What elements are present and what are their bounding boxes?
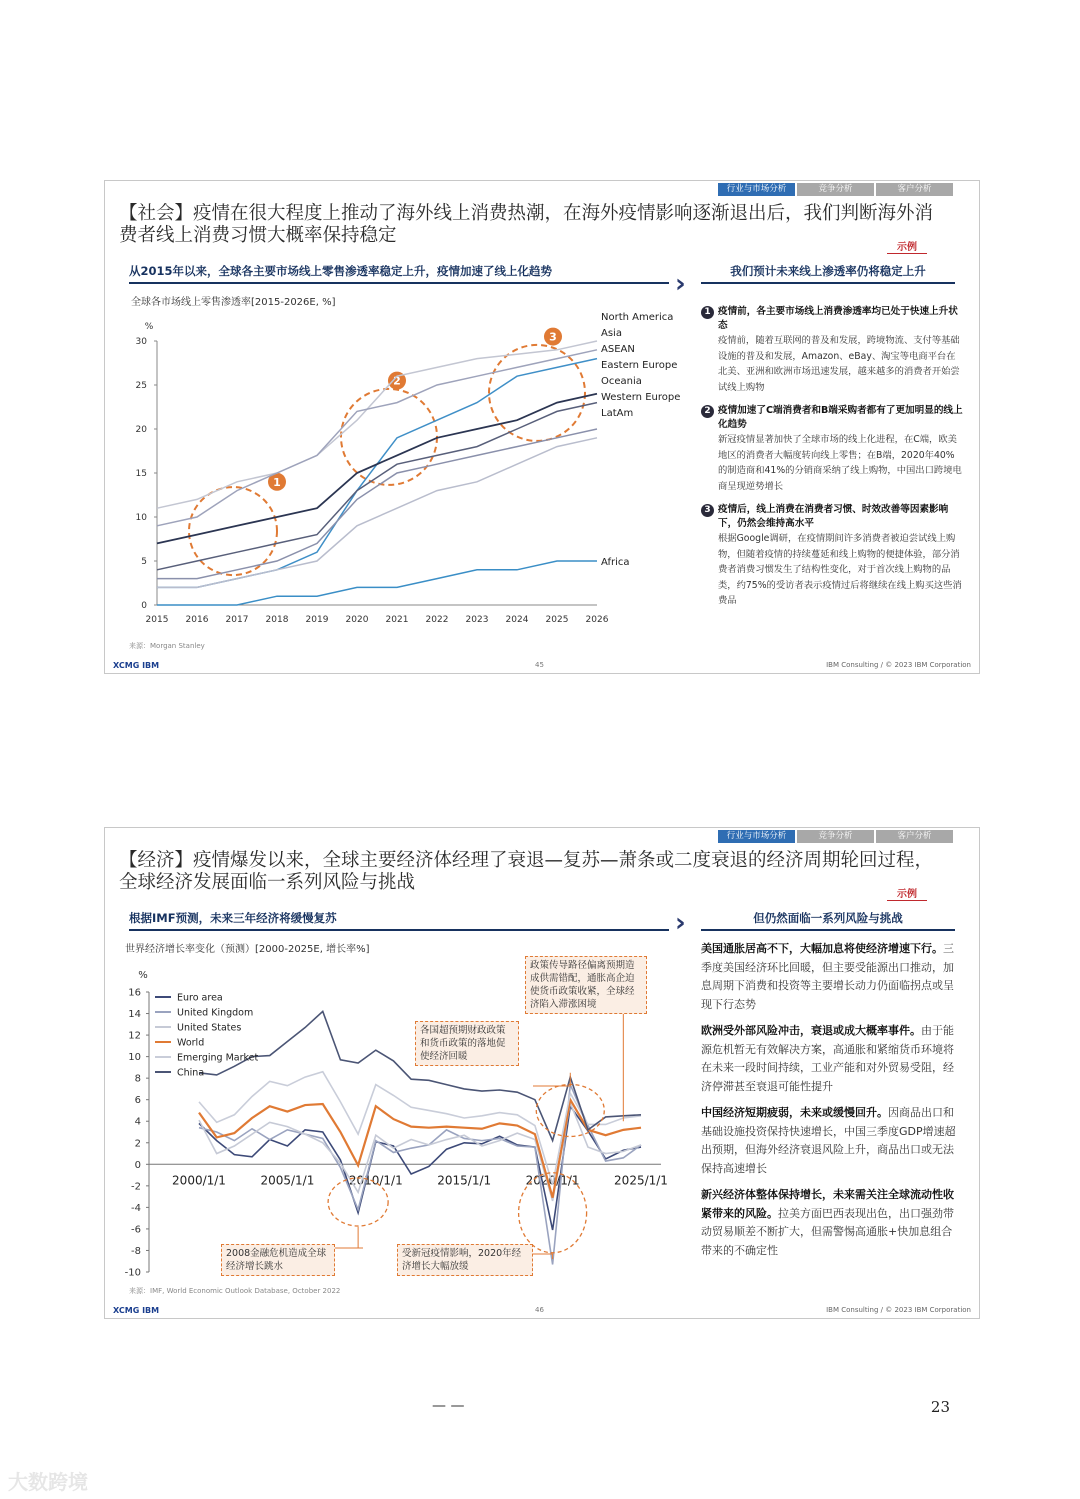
callout-connector [335,1227,363,1248]
slide-tabs [718,183,953,196]
y-tick-label: 0 [141,601,147,611]
series-label: Eastern Europe [601,360,678,371]
y-tick-label: 16 [128,987,141,999]
annotation-badge-label: 1 [273,475,281,489]
annotation-badge-label: 3 [549,330,557,344]
legend-label: Euro area [177,992,223,1004]
point-body: 新冠疫情显著加快了全球市场的线上化进程，在C端，欧美地区的消费者大幅度转向线上零售；在B端，2020年40%的制造商和41%的分销商采纳了线上购物，中国出口跨境电商呈现逆势增长 [718,434,962,492]
callout-stimulus: 各国超预期财政政策和货币政策的落地促使经济回暖 [415,1021,519,1066]
x-tick-label: 2023 [465,615,489,625]
tab-industry-market[interactable]: 行业与市场分析 [718,183,795,196]
point-number-badge: 1 [701,306,714,319]
y-axis-unit: % [144,322,154,332]
point-item [701,305,963,395]
risk-heading: 欧洲受外部风险冲击，衰退或成大概率事件。 [701,1024,921,1037]
point-body: 根据Google调研，在疫情期间许多消费者被迫尝试线上购物，但随着疫情的持续蔓延和线上购物的便捷体验，部分消费者消费习惯发生了结构性变化，对于首次线上购物的品类，约75%的受访者表示疫情过后将继续在线上购买这些消费品 [718,533,962,606]
y-tick-label: 20 [135,425,147,435]
xcmg-ibm-logo: XCMG IBM [113,661,160,670]
risk-item [701,1186,963,1260]
y-tick-label: 6 [134,1095,141,1107]
y-tick-label: 4 [134,1116,141,1128]
y-tick-label: 25 [135,381,147,391]
chevron-right-icon: › [675,908,686,938]
point-heading: 疫情前，各主要市场线上消费渗透率均已处于快速上升状态 [718,306,958,331]
annotation-circle [489,345,585,441]
point-item [701,404,963,494]
chevron-right-icon: › [675,269,686,299]
y-axis-unit: % [138,970,148,981]
x-tick-label: 2021 [385,615,409,625]
left-section-heading: 根据IMF预测，未来三年经济将缓慢复苏 [129,910,669,931]
xcmg-ibm-logo: XCMG IBM [113,1306,160,1315]
x-tick-label: 2025/1/1 [614,1173,668,1188]
right-section-heading: 我们预计未来线上渗透率仍将稳定上升 [701,263,955,284]
y-tick-label: 10 [135,513,147,523]
left-section-heading: 从2015年以来，全球各主要市场线上零售渗透率稳定上升，疫情加速了线上化趋势 [129,263,669,284]
x-tick-label: 2020 [345,615,369,625]
series-line-asia [157,350,597,526]
risk-item [701,1022,963,1096]
slide-title: 【社会】疫情在很大程度上推动了海外线上消费热潮，在海外疫情影响逐渐退出后，我们判断海外消费者线上消费习惯大概率保持稳定 [119,203,934,246]
point-number-badge: 2 [701,405,714,418]
y-tick-label: 0 [134,1159,141,1171]
slide-45 [104,180,980,674]
y-tick-label: -6 [131,1224,141,1236]
series-label: LatAm [601,408,634,419]
annotation-badge-label: 2 [393,374,401,388]
y-tick-label: -2 [131,1181,141,1193]
example-tag: 示例 [887,238,927,254]
risk-item [701,1104,963,1178]
slide-page-number: 46 [535,1306,544,1314]
callout-policy: 政策传导路径偏离预期造成供需错配，通胀高企迫使货币政策收紧，全球经济陷入滞涨困境 [525,956,647,1014]
page-dash: — — [432,1398,465,1414]
series-label: North America [601,312,674,323]
point-number-badge: 3 [701,504,714,517]
x-tick-label: 2026 [585,615,609,625]
watermark: 大数跨境 [8,1470,88,1494]
risk-heading: 美国通胀居高不下，大幅加息将使经济增速下行。 [701,942,943,955]
y-tick-label: 10 [128,1052,141,1064]
callout-connector [533,1073,570,1086]
x-tick-label: 2010/1/1 [348,1173,403,1188]
copyright: IBM Consulting / © 2023 IBM Corporation [826,1306,971,1314]
series-line-latam [157,438,597,588]
tab-competition[interactable]: 竞争分析 [797,830,874,843]
risk-heading: 中国经济短期疲弱，未来或缓慢回升。 [701,1106,888,1119]
risk-list [701,940,963,1268]
slide-46 [104,827,980,1319]
legend-label: China [177,1067,205,1079]
annotation-circle [189,487,277,575]
y-tick-label: 14 [128,1009,141,1021]
series-label: Oceania [601,376,642,387]
chart-subtitle: 全球各市场线上零售渗透率[2015-2026E, %] [131,297,336,308]
risk-heading: 新兴经济体整体保持增长，未来需关注全球流动性收紧带来的风险。 [701,1188,954,1220]
y-tick-label: -4 [131,1202,141,1214]
point-body: 疫情前，随着互联网的普及和发展，跨境物流、支付等基础设施的普及和发展，Amazon、eBay、淘宝等电商平台在北美、亚洲和欧洲市场迅速发展，越来越多的消费者开始尝试线上购物 [718,335,960,393]
x-tick-label: 2000/1/1 [172,1173,226,1188]
y-tick-label: -10 [124,1267,141,1279]
tab-competition[interactable]: 竞争分析 [797,183,874,196]
tab-customer[interactable]: 客户分析 [876,183,953,196]
x-tick-label: 2016 [185,615,209,625]
annotation-circle [341,389,437,485]
x-tick-label: 2025 [545,615,569,625]
page-number: 23 [930,1398,950,1416]
series-line-north-america [157,341,597,508]
source-note: 来源：IMF, World Economic Outlook Database, October 2022 [129,1287,341,1295]
legend-label: United Kingdom [177,1007,254,1019]
legend-label: Emerging Market [177,1052,259,1064]
tab-industry-market[interactable]: 行业与市场分析 [718,830,795,843]
y-tick-label: -8 [131,1245,141,1257]
x-tick-label: 2024 [505,615,529,625]
y-tick-label: 30 [135,337,147,347]
series-label: Western Europe [601,392,681,403]
x-tick-label: 2015 [145,615,169,625]
series-line-asean [157,359,597,588]
x-tick-label: 2022 [425,615,449,625]
series-line-eastern-europe [157,394,597,544]
risk-item [701,940,963,1014]
tab-customer[interactable]: 客户分析 [876,830,953,843]
series-label: Asia [601,328,622,339]
y-tick-label: 8 [134,1073,141,1085]
online-penetration-chart [119,311,689,631]
right-section-heading: 但仍然面临一系列风险与挑战 [701,910,955,931]
y-tick-label: 5 [141,557,147,567]
slide-tabs [718,830,953,843]
series-label: Africa [601,557,630,568]
risk-body: 由于能源危机暂无有效解决方案，高通胀和紧缩货币环境将在未来一段时间持续，工业产能和对外贸易受阻，经济停滞甚至衰退可能性提升 [701,1024,954,1093]
series-line-africa [157,561,597,605]
chart-subtitle: 世界经济增长率变化（预测）[2000-2025E, 增长率%] [125,944,370,955]
point-heading: 疫情后，线上消费在消费者习惯、时效改善等因素影响下，仍然会维持高水平 [718,504,949,529]
callout-crisis: 2008金融危机造成全球经济增长跳水 [221,1244,335,1276]
x-tick-label: 2018 [265,615,289,625]
copyright: IBM Consulting / © 2023 IBM Corporation [826,661,971,669]
y-tick-label: 2 [134,1138,141,1150]
example-tag: 示例 [887,885,927,901]
x-tick-label: 2019 [305,615,329,625]
risk-body: 三季度美国经济环比回暖，但主要受能源出口推动，加息周期下消费和投资等主要增长动力仍面临拐点或呈现下行态势 [701,942,954,1011]
x-tick-label: 2020/1/1 [525,1173,580,1188]
x-tick-label: 2015/1/1 [437,1173,492,1188]
source-note: 来源：Morgan Stanley [129,642,205,650]
point-heading: 疫情加速了C端消费者和B端采购者都有了更加明显的线上化趋势 [718,405,963,430]
legend-label: World [177,1037,205,1049]
risk-body: 拉美方面巴西表现出色，出口强劲带动贸易顺差不断扩大，但需警惕高通胀+快加息组合带来的不确定性 [701,1206,954,1257]
point-item [701,503,963,609]
slide-page-number: 45 [535,661,544,669]
legend-label: United States [177,1022,242,1034]
series-line-western-europe [157,429,597,579]
x-tick-label: 2005/1/1 [260,1173,315,1188]
y-tick-label: 12 [128,1030,141,1042]
x-tick-label: 2017 [225,615,249,625]
slide-title: 【经济】疫情爆发以来，全球主要经济体经理了衰退—复苏—萧条或二度衰退的经济周期轮回过程，全球经济发展面临一系列风险与挑战 [119,850,934,893]
series-label: ASEAN [601,344,635,355]
risk-body: 因商品出口和基础设施投资保持快速增长，中国三季度GDP增速超出预期，但海外经济衰退风险上升，商品出口或无法保持高速增长 [701,1106,956,1175]
callout-covid: 受新冠疫情影响，2020年经济增长大幅放缓 [397,1244,533,1276]
y-tick-label: 15 [135,469,147,479]
points-list [701,305,963,618]
